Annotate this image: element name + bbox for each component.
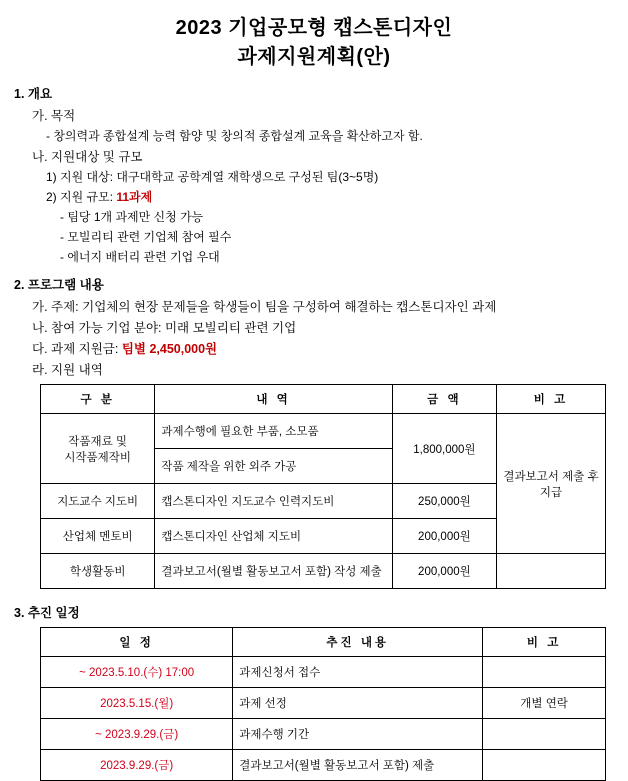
section-heading-overview: 1. 개요 <box>14 87 53 101</box>
overview-note-1: - 팀당 1개 과제만 신청 가능 <box>60 210 204 224</box>
overview-purpose-text: - 창의력과 종합설계 능력 함양 및 창의적 종합설계 교육을 확산하고자 함. <box>46 129 423 143</box>
schedule-content-2: 과제 선정 <box>233 688 483 719</box>
program-field: 나. 참여 가능 기업 분야: 미래 모빌리티 관련 기업 <box>32 321 297 335</box>
schedule-date-3: ~ 2023.9.29.(금) <box>41 719 233 750</box>
title-line-1: 2023 기업공모형 캡스톤디자인 <box>175 17 453 39</box>
budget-category-1-line1: 작품재료 및 <box>68 435 128 448</box>
schedule-header-row <box>41 628 606 657</box>
budget-cell-category-3: 산업체 멘토비 <box>41 519 155 554</box>
budget-cell-category-1 <box>41 414 155 484</box>
program-funding-value: 팀별 2,450,000원 <box>121 342 218 356</box>
schedule-header-note: 비 고 <box>483 628 606 657</box>
schedule-content-1: 과제신청서 접수 <box>233 657 483 688</box>
budget-cell-amount-2: 250,000원 <box>392 484 496 519</box>
overview-note-3: - 에너지 배터리 관련 기업 우대 <box>60 250 220 264</box>
program-support-detail-label: 라. 지원 내역 <box>32 363 103 377</box>
overview-scale-line <box>46 188 614 205</box>
schedule-note-4 <box>483 750 606 781</box>
table-row <box>41 657 606 688</box>
page-title <box>14 14 614 72</box>
overview-target-text: 1) 지원 대상: 대구대학교 공학계열 재학생으로 구성된 팀(3~5명) <box>46 170 379 184</box>
program-topic: 가. 주제: 기업체의 현장 문제들을 학생들이 팀을 구성하여 해결하는 캡스톤디자인 과제 <box>32 300 497 314</box>
schedule-content-4: 결과보고서(월별 활동보고서 포함) 제출 <box>233 750 483 781</box>
schedule-table <box>40 627 606 781</box>
section-heading-program: 2. 프로그램 내용 <box>14 278 104 292</box>
schedule-header-date: 일 정 <box>41 628 233 657</box>
budget-cell-detail-1b: 작품 제작을 위한 외주 가공 <box>155 449 392 484</box>
program-funding-label: 다. 과제 지원금: <box>32 342 122 356</box>
table-row <box>41 414 606 449</box>
table-row <box>41 750 606 781</box>
table-row <box>41 688 606 719</box>
schedule-note-3 <box>483 719 606 750</box>
budget-cell-amount-3: 200,000원 <box>392 519 496 554</box>
budget-header-row <box>41 385 606 414</box>
budget-header-category: 구 분 <box>41 385 155 414</box>
table-row <box>41 719 606 750</box>
schedule-header-content: 추진 내용 <box>233 628 483 657</box>
schedule-date-2: 2023.5.15.(월) <box>41 688 233 719</box>
budget-cell-category-2: 지도교수 지도비 <box>41 484 155 519</box>
overview-scale-value: 11과제 <box>116 190 153 204</box>
budget-cell-note-empty <box>496 554 605 589</box>
table-row <box>41 554 606 589</box>
overview-purpose-label: 가. 목적 <box>32 109 76 123</box>
budget-category-1-line2: 시작품제작비 <box>64 451 131 464</box>
overview-note-2: - 모빌리티 관련 기업체 참여 필수 <box>60 230 232 244</box>
budget-cell-detail-4: 결과보고서(월별 활동보고서 포함) 작성 제출 <box>155 554 392 589</box>
schedule-date-4: 2023.9.29.(금) <box>41 750 233 781</box>
budget-table <box>40 384 606 589</box>
budget-header-note: 비 고 <box>496 385 605 414</box>
schedule-content-3: 과제수행 기간 <box>233 719 483 750</box>
budget-cell-amount-4: 200,000원 <box>392 554 496 589</box>
schedule-note-2: 개별 연락 <box>483 688 606 719</box>
budget-cell-detail-3: 캡스톤디자인 산업체 지도비 <box>155 519 392 554</box>
title-line-2: 과제지원계획(안) <box>237 46 391 68</box>
budget-cell-category-4: 학생활동비 <box>41 554 155 589</box>
overview-scale-label: 2) 지원 규모: <box>46 190 117 204</box>
budget-header-amount: 금 액 <box>392 385 496 414</box>
schedule-note-1 <box>483 657 606 688</box>
budget-header-detail: 내 역 <box>155 385 392 414</box>
section-heading-schedule: 3. 추진 일정 <box>14 606 80 620</box>
budget-cell-note: 결과보고서 제출 후 지급 <box>496 414 605 554</box>
budget-cell-detail-2: 캡스톤디자인 지도교수 인력지도비 <box>155 484 392 519</box>
budget-cell-amount-1: 1,800,000원 <box>392 414 496 484</box>
program-funding-line <box>32 339 614 357</box>
schedule-date-1: ~ 2023.5.10.(수) 17:00 <box>41 657 233 688</box>
overview-target-label: 나. 지원대상 및 규모 <box>32 150 143 164</box>
budget-cell-detail-1a: 과제수행에 필요한 부품, 소모품 <box>155 414 392 449</box>
